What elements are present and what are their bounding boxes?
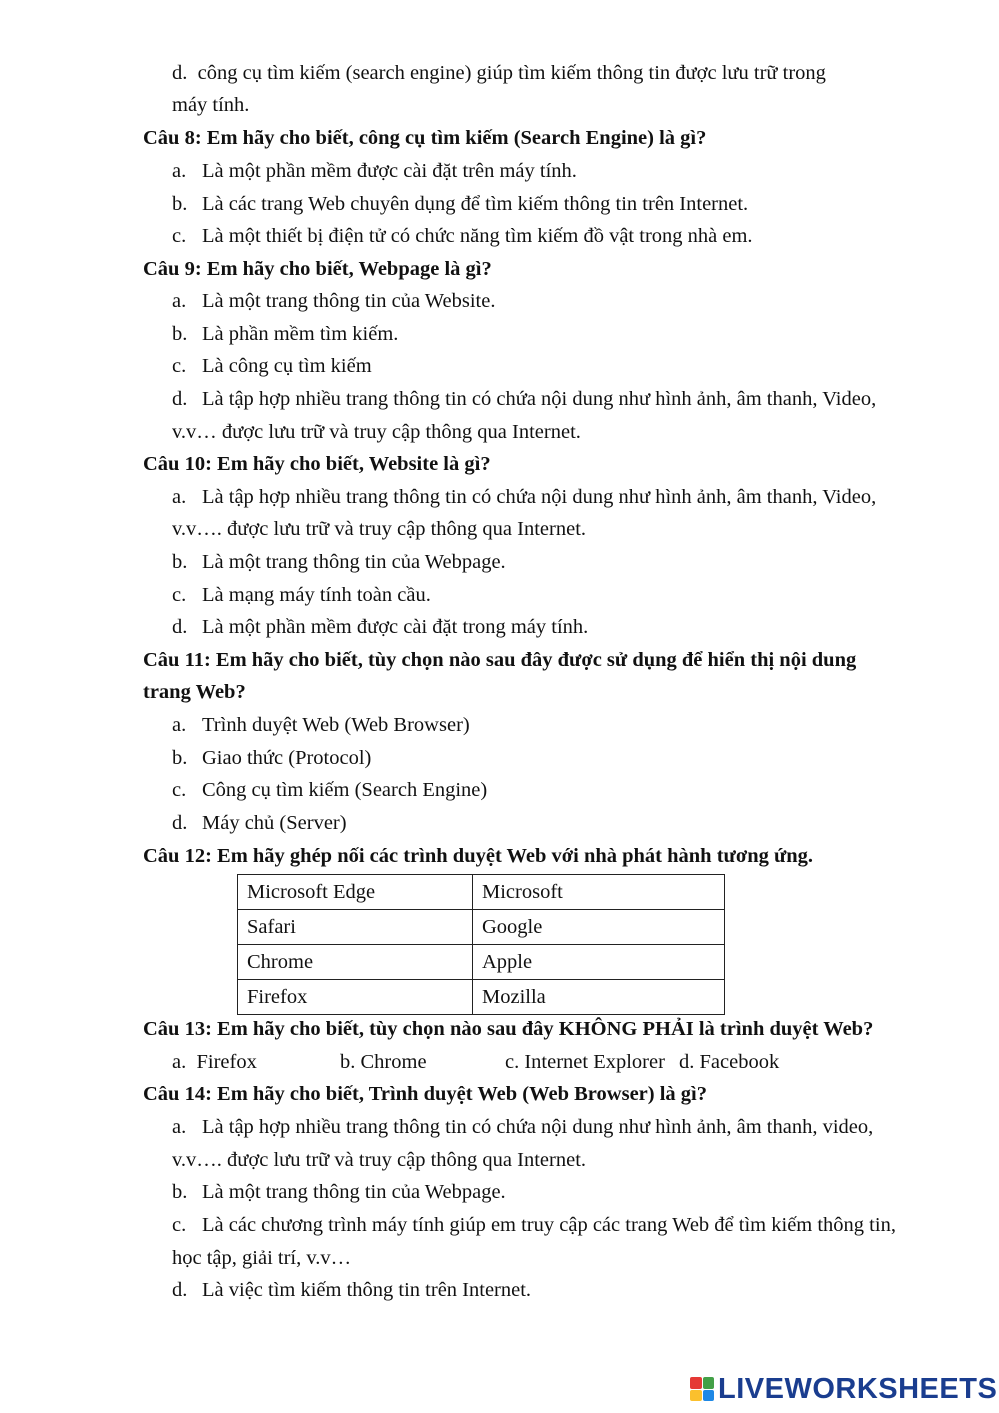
q13-option-c: c. Internet Explorer: [505, 1051, 665, 1073]
publisher-cell: Mozilla: [473, 980, 725, 1015]
prev-option-d-cont: máy tính.: [172, 94, 250, 116]
q10-option-b: b. Là một trang thông tin của Webpage.: [172, 551, 506, 573]
q10-option-c: c. Là mạng máy tính toàn cầu.: [172, 584, 431, 606]
question-8-title: Câu 8: Em hãy cho biết, công cụ tìm kiếm (Search Engine) là gì?: [143, 127, 707, 149]
logo-text: LIVEWORKSHEETS: [718, 1372, 998, 1405]
q8-option-a: a. Là một phần mềm được cài đặt trên máy tính.: [172, 160, 577, 182]
question-11-title: Câu 11: Em hãy cho biết, tùy chọn nào sau đây được sử dụng để hiển thị nội dung: [143, 649, 857, 671]
q14-option-b: b. Là một trang thông tin của Webpage.: [172, 1181, 506, 1203]
q10-option-a: a. Là tập hợp nhiều trang thông tin có chứa nội dung như hình ảnh, âm thanh, Video,: [172, 486, 877, 508]
q14-option-d: d. Là việc tìm kiếm thông tin trên Internet.: [172, 1279, 532, 1301]
q11-option-d: d. Máy chủ (Server): [172, 812, 347, 834]
table-row: [238, 910, 725, 945]
question-11-title-cont: trang Web?: [143, 681, 246, 703]
q8-option-c: c. Là một thiết bị điện tử có chức năng tìm kiếm đồ vật trong nhà em.: [172, 225, 753, 247]
question-9-title: Câu 9: Em hãy cho biết, Webpage là gì?: [143, 258, 492, 280]
browser-cell: Microsoft Edge: [238, 875, 473, 910]
table-row: [238, 945, 725, 980]
publisher-cell: Microsoft: [473, 875, 725, 910]
q9-option-a: a. Là một trang thông tin của Website.: [172, 290, 496, 312]
q13-option-a: a. Firefox: [172, 1051, 257, 1073]
q9-option-d: d. Là tập hợp nhiều trang thông tin có chứa nội dung như hình ảnh, âm thanh, Video,: [172, 388, 877, 410]
q13-option-b: b. Chrome: [340, 1051, 427, 1073]
liveworksheets-logo: [690, 1373, 997, 1405]
question-13-title: Câu 13: Em hãy cho biết, tùy chọn nào sau đây KHÔNG PHẢI là trình duyệt Web?: [143, 1018, 874, 1040]
q11-option-a: a. Trình duyệt Web (Web Browser): [172, 714, 470, 736]
question-10-title: Câu 10: Em hãy cho biết, Website là gì?: [143, 453, 491, 475]
matching-table: [237, 874, 725, 1015]
q9-option-c: c. Là công cụ tìm kiếm: [172, 355, 372, 377]
browser-cell: Firefox: [238, 980, 473, 1015]
table-row: [238, 875, 725, 910]
publisher-cell: Apple: [473, 945, 725, 980]
q11-option-b: b. Giao thức (Protocol): [172, 747, 372, 769]
logo-mark-icon: [690, 1377, 714, 1401]
browser-cell: Chrome: [238, 945, 473, 980]
q11-option-c: c. Công cụ tìm kiếm (Search Engine): [172, 779, 488, 801]
q14-option-a-cont: v.v…. được lưu trữ và truy cập thông qua Internet.: [172, 1149, 587, 1171]
q9-option-d-cont: v.v… được lưu trữ và truy cập thông qua Internet.: [172, 421, 581, 443]
q10-option-d: d. Là một phần mềm được cài đặt trong máy tính.: [172, 616, 589, 638]
question-14-title: Câu 14: Em hãy cho biết, Trình duyệt Web (Web Browser) là gì?: [143, 1083, 707, 1105]
q13-option-d: d. Facebook: [679, 1051, 780, 1073]
q14-option-a: a. Là tập hợp nhiều trang thông tin có chứa nội dung như hình ảnh, âm thanh, video,: [172, 1116, 874, 1138]
prev-option-d: d. công cụ tìm kiếm (search engine) giúp tìm kiếm thông tin được lưu trữ trong: [172, 62, 826, 84]
q10-option-a-cont: v.v…. được lưu trữ và truy cập thông qua Internet.: [172, 518, 587, 540]
browser-cell: Safari: [238, 910, 473, 945]
q14-option-c: c. Là các chương trình máy tính giúp em truy cập các trang Web để tìm kiếm thông tin,: [172, 1214, 896, 1236]
q8-option-b: b. Là các trang Web chuyên dụng để tìm kiếm thông tin trên Internet.: [172, 193, 749, 215]
question-12-title: Câu 12: Em hãy ghép nối các trình duyệt Web với nhà phát hành tương ứng.: [143, 845, 814, 867]
publisher-cell: Google: [473, 910, 725, 945]
table-row: [238, 980, 725, 1015]
q9-option-b: b. Là phần mềm tìm kiếm.: [172, 323, 399, 345]
q14-option-c-cont: học tập, giải trí, v.v…: [172, 1247, 352, 1269]
